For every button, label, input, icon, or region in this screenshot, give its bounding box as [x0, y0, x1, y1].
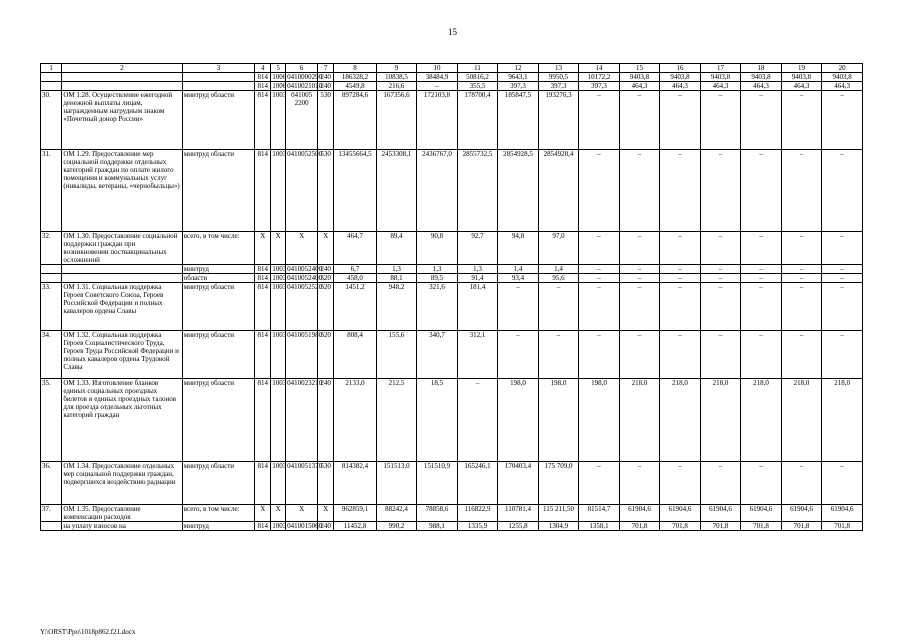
amount-cell: –: [660, 91, 701, 150]
amount-cell: 78858,6: [417, 505, 458, 522]
amount-cell: 4549,8: [334, 82, 377, 91]
amount-cell: 155,6: [376, 331, 417, 379]
amount-cell: –: [781, 91, 822, 150]
amount-cell: 198,0: [538, 379, 579, 462]
code-grbs: 814: [255, 82, 271, 91]
code-section: X: [271, 232, 286, 265]
table-row: [41, 274, 863, 283]
amount-cell: 897284,6: [334, 91, 377, 150]
code-grbs: 814: [255, 150, 271, 232]
table-row: [41, 265, 863, 274]
amount-cell: 9403,8: [741, 73, 782, 82]
amount-cell: 9403,8: [660, 73, 701, 82]
code-grbs: 814: [255, 91, 271, 150]
column-number: 5: [271, 64, 286, 73]
code-target: 0410052400: [287, 265, 323, 273]
amount-cell: –: [781, 232, 822, 265]
row-number: 34.: [41, 331, 62, 379]
amount-cell: 92,7: [457, 232, 498, 265]
measure-name: ОМ 1.33. Изготовление бланков единых социальных проездных билетов и единых проездных талонов для проезда отдельных льготных категорий граждан: [62, 379, 182, 462]
amount-cell: 355,5: [457, 82, 498, 91]
amount-cell: 81514,7: [579, 505, 620, 522]
amount-cell: 1335,9: [457, 522, 498, 531]
amount-cell: 948,2: [376, 283, 417, 331]
measure-name: ОМ 1.31. Социальная поддержка Героев Советского Союза, Героев Российской Федерации и полных кавалеров ордена Славы: [62, 283, 182, 331]
measure-name: на уплату взносов на: [62, 522, 182, 531]
amount-cell: 458,0: [334, 274, 377, 283]
measure-name: [62, 274, 182, 283]
amount-cell: 2855732,5: [457, 150, 498, 232]
row-number: 32.: [41, 232, 62, 265]
amount-cell: 88242,4: [376, 505, 417, 522]
amount-cell: –: [579, 91, 620, 150]
code-target: 0410023210: [286, 379, 318, 462]
code-grbs: 814: [255, 462, 271, 505]
amount-cell: 198,0: [579, 379, 620, 462]
amount-cell: 181,4: [457, 283, 498, 331]
amount-cell: 61904,6: [822, 505, 863, 522]
code-target: X: [286, 505, 318, 522]
amount-cell: –: [619, 265, 660, 274]
column-number: 8: [334, 64, 377, 73]
amount-cell: –: [660, 150, 701, 232]
code-section: 1003: [271, 283, 286, 331]
amount-cell: 170403,4: [498, 462, 539, 505]
row-number: [41, 82, 62, 91]
code-target: 0410052400: [287, 274, 323, 282]
amount-cell: 89,5: [417, 274, 458, 283]
executor: минтруд: [182, 522, 254, 531]
amount-cell: 464,3: [619, 82, 660, 91]
amount-cell: –: [741, 283, 782, 331]
amount-cell: 1,3: [457, 265, 498, 274]
executor: всего, в том числе:: [182, 505, 254, 522]
table-row: [41, 150, 863, 232]
measure-name: ОМ 1.34. Предоставление отдельных мер социальной поддержки граждан, подвергшихся воздействию радиации: [62, 462, 182, 505]
amount-cell: –: [579, 283, 620, 331]
column-number: 16: [660, 64, 701, 73]
table-row: [41, 331, 863, 379]
amount-cell: 2854928,5: [498, 150, 539, 232]
amount-cell: 701,8: [619, 522, 660, 531]
code-grbs: X: [255, 232, 271, 265]
amount-cell: 61904,6: [741, 505, 782, 522]
amount-cell: 193276,3: [538, 91, 579, 150]
measure-name: ОМ 1.28. Осуществление ежегодной денежной выплаты лицам, награжденным нагрудным знаком «Почетный донор России»: [62, 91, 182, 150]
code-expense: 530: [318, 150, 334, 232]
amount-cell: –: [781, 274, 822, 283]
amount-cell: –: [498, 331, 539, 379]
code-section: 1006: [272, 82, 287, 90]
amount-cell: –: [619, 283, 660, 331]
amount-cell: 312,1: [457, 331, 498, 379]
measure-name: ОМ 1.29. Предоставление мер социальной поддержки отдельных категорий граждан по оплате жилого помещения и коммунальных услуг (инвалиды, ветераны, «чернобыльцы»): [62, 150, 182, 232]
code-expense: 320: [318, 283, 334, 331]
amount-cell: 1451,2: [334, 283, 377, 331]
code-section: 1003: [271, 379, 286, 462]
amount-cell: 464,3: [700, 82, 741, 91]
column-number: 4: [255, 64, 271, 73]
amount-cell: 212,5: [376, 379, 417, 462]
amount-cell: –: [700, 331, 741, 379]
code-expense: 240: [318, 73, 334, 82]
amount-cell: 89,4: [376, 232, 417, 265]
amount-cell: 97,0: [538, 232, 579, 265]
amount-cell: 701,8: [700, 522, 741, 531]
executor: минтруд области: [182, 462, 254, 505]
code-section: 1003: [271, 331, 286, 379]
amount-cell: 1,4: [498, 265, 539, 274]
amount-cell: 988,1: [417, 522, 458, 531]
amount-cell: –: [700, 232, 741, 265]
row-number: 36.: [41, 462, 62, 505]
amount-cell: –: [660, 274, 701, 283]
amount-cell: –: [822, 331, 863, 379]
code-section: 1003: [271, 462, 286, 505]
code-section: 1003: [272, 274, 287, 282]
amount-cell: –: [741, 91, 782, 150]
amount-cell: 814382,4: [334, 462, 377, 505]
column-number: 20: [822, 64, 863, 73]
amount-cell: 198,0: [498, 379, 539, 462]
amount-cell: –: [781, 150, 822, 232]
amount-cell: 218,0: [619, 379, 660, 462]
amount-cell: –: [700, 91, 741, 150]
amount-cell: –: [700, 150, 741, 232]
amount-cell: 167356,6: [376, 91, 417, 150]
amount-cell: 61904,6: [781, 505, 822, 522]
amount-cell: –: [822, 274, 863, 283]
code-target: 0410052500: [286, 150, 318, 232]
code-grbs: 814: [255, 265, 271, 274]
row-number: [41, 73, 62, 82]
page-number: 15: [448, 27, 457, 37]
amount-cell: –: [822, 462, 863, 505]
code-target: 0410015060: [287, 522, 323, 530]
amount-cell: –: [619, 331, 660, 379]
amount-cell: 701,8: [781, 522, 822, 531]
table-row: [41, 73, 863, 82]
amount-cell: 397,3: [498, 82, 539, 91]
code-grbs: X: [255, 505, 271, 522]
amount-cell: –: [660, 232, 701, 265]
amount-cell: 151513,0: [376, 462, 417, 505]
row-number: [41, 274, 62, 283]
column-number: 17: [700, 64, 741, 73]
amount-cell: –: [579, 150, 620, 232]
amount-cell: –: [660, 462, 701, 505]
column-number: 9: [376, 64, 417, 73]
amount-cell: 9403,8: [781, 73, 822, 82]
code-expense: 530: [318, 462, 334, 505]
code-section: 1003: [272, 522, 287, 530]
executor: минтруд области: [182, 331, 254, 379]
amount-cell: –: [781, 331, 822, 379]
measure-name: ОМ 1.30. Предоставление социальной поддержки граждан при возникновении поствакцинальных осложнений: [62, 232, 182, 265]
amount-cell: 218,0: [660, 379, 701, 462]
amount-cell: 2133,0: [334, 379, 377, 462]
code-grbs: 814: [255, 283, 271, 331]
amount-cell: –: [579, 274, 620, 283]
amount-cell: 61904,6: [660, 505, 701, 522]
amount-cell: –: [457, 379, 498, 462]
row-number: 37.: [41, 505, 62, 522]
column-number: 6: [286, 64, 318, 73]
amount-cell: 1304,9: [538, 522, 579, 531]
amount-cell: 2854928,4: [538, 150, 579, 232]
amount-cell: 1,3: [417, 265, 458, 274]
executor: [182, 82, 254, 91]
amount-cell: 216,6: [376, 82, 417, 91]
executor: [182, 73, 254, 82]
amount-cell: 116822,9: [457, 505, 498, 522]
amount-cell: –: [741, 232, 782, 265]
amount-cell: –: [538, 331, 579, 379]
code-section: 1003: [271, 150, 286, 232]
row-number: 31.: [41, 150, 62, 232]
amount-cell: 1358,1: [579, 522, 620, 531]
code-section: 1003: [272, 265, 287, 273]
row-number: 33.: [41, 283, 62, 331]
amount-cell: 218,0: [781, 379, 822, 462]
table-row: [41, 522, 863, 531]
code-section: 1006: [272, 73, 287, 81]
amount-cell: –: [619, 91, 660, 150]
amount-cell: –: [781, 283, 822, 331]
amount-cell: –: [417, 82, 458, 91]
amount-cell: 115 211,50: [538, 505, 579, 522]
amount-cell: 94,8: [498, 232, 539, 265]
code-target: X: [286, 232, 318, 265]
amount-cell: –: [619, 462, 660, 505]
amount-cell: –: [700, 283, 741, 331]
amount-cell: –: [741, 150, 782, 232]
amount-cell: 165246,1: [457, 462, 498, 505]
executor: всего, в том числе:: [182, 232, 254, 265]
code-grbs: 814: [255, 379, 271, 462]
table-row: [41, 82, 863, 91]
amount-cell: 151510,9: [417, 462, 458, 505]
executor: минтруд области: [182, 91, 254, 150]
column-number: 14: [579, 64, 620, 73]
amount-cell: 38484,9: [417, 73, 458, 82]
row-number: [41, 265, 62, 274]
column-number: 10: [417, 64, 458, 73]
amount-cell: –: [781, 462, 822, 505]
code-expense: 240: [318, 379, 334, 462]
amount-cell: 1,3: [376, 265, 417, 274]
code-expense: X: [318, 505, 334, 522]
amount-cell: 11452,8: [334, 522, 377, 531]
row-number: 35.: [41, 379, 62, 462]
amount-cell: –: [822, 283, 863, 331]
code-expense: 240: [318, 522, 334, 531]
amount-cell: –: [619, 274, 660, 283]
executor: области: [182, 274, 254, 283]
amount-cell: –: [660, 265, 701, 274]
budget-table: [40, 63, 863, 531]
amount-cell: 88,1: [376, 274, 417, 283]
amount-cell: 9643,1: [498, 73, 539, 82]
amount-cell: –: [741, 274, 782, 283]
amount-cell: 18,5: [417, 379, 458, 462]
code-grbs: 814: [255, 522, 271, 531]
amount-cell: 110781,4: [498, 505, 539, 522]
code-grbs: 814: [255, 274, 271, 283]
amount-cell: 397,3: [538, 82, 579, 91]
column-number: 18: [741, 64, 782, 73]
column-number: 7: [318, 64, 334, 73]
column-number: 19: [781, 64, 822, 73]
amount-cell: 172103,8: [417, 91, 458, 150]
amount-cell: 13455664,5: [334, 150, 377, 232]
code-grbs: 814: [255, 73, 271, 82]
column-number: 1: [41, 64, 62, 73]
column-number: 15: [619, 64, 660, 73]
amount-cell: –: [579, 331, 620, 379]
amount-cell: –: [822, 150, 863, 232]
amount-cell: 701,8: [822, 522, 863, 531]
code-section: 1003: [271, 91, 286, 150]
amount-cell: –: [822, 232, 863, 265]
amount-cell: 10172,2: [579, 73, 620, 82]
amount-cell: 90,8: [417, 232, 458, 265]
amount-cell: 464,3: [781, 82, 822, 91]
amount-cell: 2436767,0: [417, 150, 458, 232]
amount-cell: –: [700, 274, 741, 283]
amount-cell: 178700,4: [457, 91, 498, 150]
amount-cell: –: [619, 232, 660, 265]
amount-cell: 340,7: [417, 331, 458, 379]
executor: минтруд области: [182, 150, 254, 232]
executor: минтруд области: [182, 379, 254, 462]
header-row: [41, 64, 863, 73]
amount-cell: 50816,2: [457, 73, 498, 82]
code-target: 0410052520: [286, 283, 318, 331]
amount-cell: –: [741, 462, 782, 505]
amount-cell: –: [579, 232, 620, 265]
code-target: 0410051980: [286, 331, 318, 379]
code-section: X: [271, 505, 286, 522]
executor: минтруд области: [182, 283, 254, 331]
amount-cell: 9403,8: [822, 73, 863, 82]
amount-cell: 464,3: [660, 82, 701, 91]
code-target: 0410021010: [287, 82, 323, 90]
measure-name: [62, 82, 182, 91]
amount-cell: 218,0: [741, 379, 782, 462]
amount-cell: –: [781, 265, 822, 274]
amount-cell: 397,3: [579, 82, 620, 91]
amount-cell: 91,4: [457, 274, 498, 283]
column-number: 11: [457, 64, 498, 73]
table-row: [41, 283, 863, 331]
amount-cell: 990,2: [376, 522, 417, 531]
amount-cell: –: [660, 283, 701, 331]
amount-cell: –: [822, 91, 863, 150]
code-grbs: 814: [255, 331, 271, 379]
amount-cell: 1,4: [538, 265, 579, 274]
table-row: [41, 379, 863, 462]
amount-cell: –: [579, 462, 620, 505]
amount-cell: 218,0: [700, 379, 741, 462]
amount-cell: –: [822, 265, 863, 274]
code-target: 0410051370: [286, 462, 318, 505]
code-target: 041005 2200: [286, 91, 318, 150]
code-expense: 240: [318, 265, 334, 274]
amount-cell: –: [741, 265, 782, 274]
amount-cell: 61904,6: [619, 505, 660, 522]
amount-cell: 218,0: [822, 379, 863, 462]
amount-cell: 6,7: [334, 265, 377, 274]
amount-cell: 9403,8: [619, 73, 660, 82]
file-path-footer: Y:\ORST\Ppo\1018p862.f21.docx: [40, 628, 136, 636]
amount-cell: 701,8: [741, 522, 782, 531]
amount-cell: 61904,6: [700, 505, 741, 522]
amount-cell: 10838,5: [376, 73, 417, 82]
executor: минтруд: [182, 265, 254, 274]
code-expense: 530: [318, 91, 334, 150]
measure-name: ОМ 1.35. Предоставление компенсации расходов: [62, 505, 182, 522]
amount-cell: –: [498, 283, 539, 331]
amount-cell: 701,8: [660, 522, 701, 531]
code-target: 0410000290: [287, 73, 323, 81]
amount-cell: 464,3: [741, 82, 782, 91]
amount-cell: 175 709,0: [538, 462, 579, 505]
amount-cell: 93,4: [498, 274, 539, 283]
code-expense: 320: [318, 331, 334, 379]
amount-cell: 2453308,1: [376, 150, 417, 232]
column-number: 2: [62, 64, 182, 73]
amount-cell: 1255,8: [498, 522, 539, 531]
amount-cell: 9950,5: [538, 73, 579, 82]
code-expense: 320: [318, 274, 334, 283]
amount-cell: –: [619, 150, 660, 232]
measure-name: [62, 73, 182, 82]
amount-cell: 321,6: [417, 283, 458, 331]
amount-cell: –: [538, 283, 579, 331]
amount-cell: 808,4: [334, 331, 377, 379]
column-number: 3: [182, 64, 254, 73]
table-row: [41, 462, 863, 505]
measure-name: [62, 265, 182, 274]
amount-cell: 186328,2: [334, 73, 377, 82]
amount-cell: 464,3: [822, 82, 863, 91]
code-expense: 240: [318, 82, 334, 91]
amount-cell: –: [660, 331, 701, 379]
column-number: 13: [538, 64, 579, 73]
column-number: 12: [498, 64, 539, 73]
measure-name: ОМ 1.32. Социальная поддержка Героев Социалистического Труда, Героев Труда Российской Федерации и полных кавалеров ордена Трудовой Славы: [62, 331, 182, 379]
table-row: [41, 91, 863, 150]
amount-cell: 95,6: [538, 274, 579, 283]
amount-cell: –: [700, 462, 741, 505]
row-number: [41, 522, 62, 531]
amount-cell: 464,7: [334, 232, 377, 265]
amount-cell: 962859,1: [334, 505, 377, 522]
table-row: [41, 232, 863, 265]
amount-cell: –: [579, 265, 620, 274]
amount-cell: –: [741, 331, 782, 379]
amount-cell: 185847,5: [498, 91, 539, 150]
amount-cell: –: [700, 265, 741, 274]
amount-cell: 9403,8: [700, 73, 741, 82]
table-row: [41, 505, 863, 522]
row-number: 30.: [41, 91, 62, 150]
code-expense: X: [318, 232, 334, 265]
